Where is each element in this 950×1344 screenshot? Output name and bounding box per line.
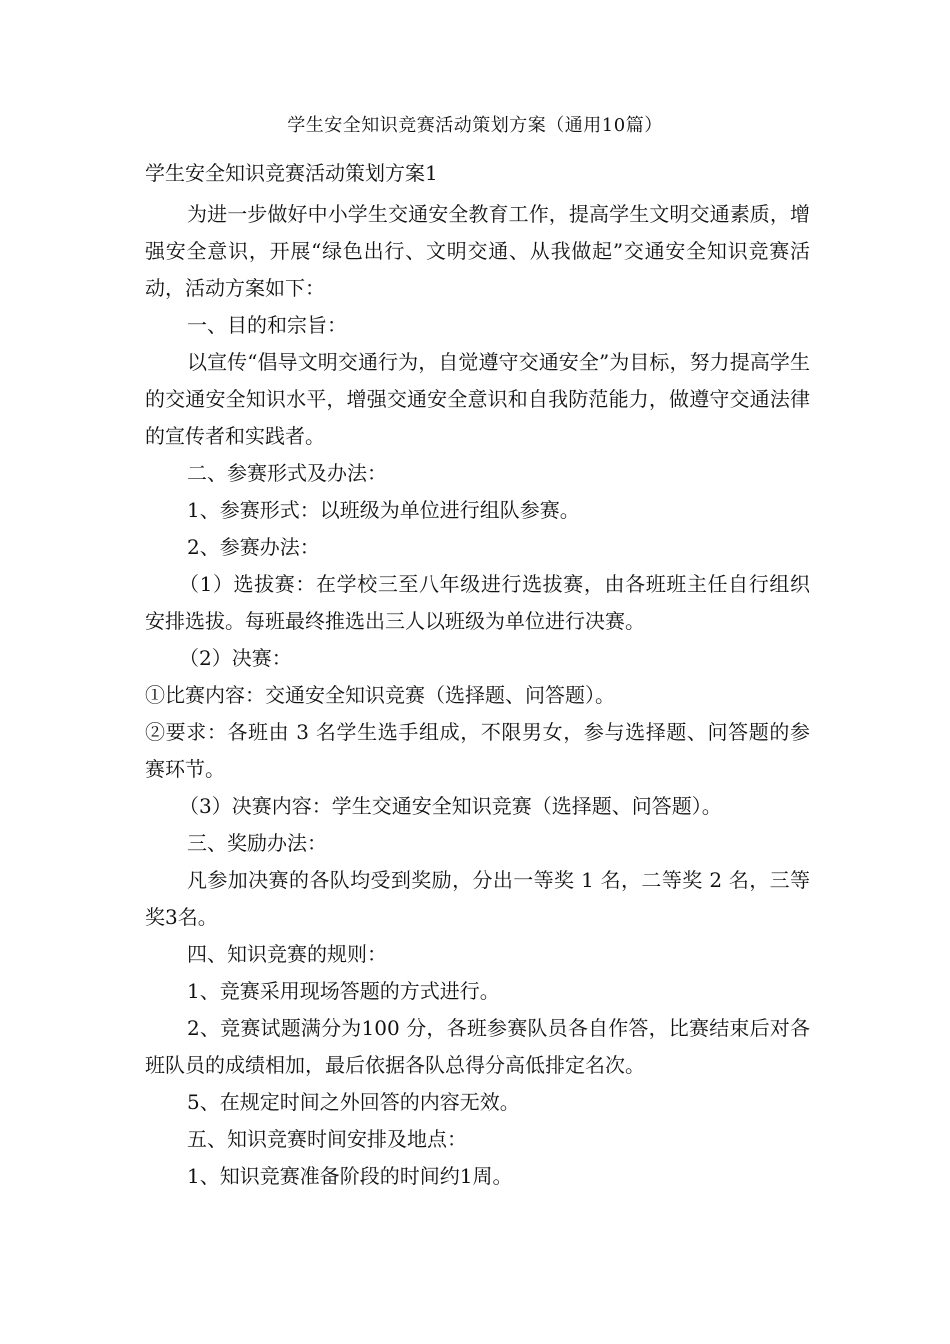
rule-item-2: 2、竞赛试题满分为100 分，各班参赛队员各自作答，比赛结束后对各班队员的成绩相加，最后依据各队总得分高低排定名次。 xyxy=(145,1016,810,1077)
purpose-paragraph: 以宣传“倡导文明交通行为，自觉遵守交通安全”为目标，努力提高学生的交通安全知识水平，增强交通安全意识和自我防范能力，做遵守交通法律的宣传者和实践者。 xyxy=(145,350,810,448)
final-requirements: ②要求：各班由 3 名学生选手组成，不限男女，参与选择题、问答题的参赛环节。 xyxy=(145,720,810,781)
schedule-item-1: 1、知识竞赛准备阶段的时间约1周。 xyxy=(187,1164,513,1188)
heading-schedule: 五、知识竞赛时间安排及地点： xyxy=(187,1127,467,1151)
intro-paragraph: 为进一步做好中小学生交通安全教育工作，提高学生文明交通素质，增强安全意识，开展“绿色出行、文明交通、从我做起”交通安全知识竞赛活动，活动方案如下： xyxy=(145,202,810,300)
heading-purpose: 一、目的和宗旨： xyxy=(187,313,347,337)
heading-rules: 四、知识竞赛的规则： xyxy=(187,942,387,966)
heading-awards: 三、奖励办法： xyxy=(187,831,327,855)
final-content: ①比赛内容：交通安全知识竞赛（选择题、问答题）。 xyxy=(145,683,615,707)
heading-format: 二、参赛形式及办法： xyxy=(187,461,387,485)
final-content-3: （3）决赛内容：学生交通安全知识竞赛（选择题、问答题）。 xyxy=(179,794,722,818)
format-item-2: 2、参赛办法： xyxy=(187,535,320,559)
document-body xyxy=(145,196,810,1195)
document-title: 学生安全知识竞赛活动策划方案（通用10篇） xyxy=(287,115,663,136)
awards-paragraph: 凡参加决赛的各队均受到奖励，分出一等奖 1 名，二等奖 2 名，三等奖3名。 xyxy=(145,868,810,929)
rule-item-1: 1、竞赛采用现场答题的方式进行。 xyxy=(187,979,500,1003)
final-round: （2）决赛： xyxy=(179,646,292,670)
section-title: 学生安全知识竞赛活动策划方案1 xyxy=(145,161,438,185)
rule-item-5: 5、在规定时间之外回答的内容无效。 xyxy=(187,1090,520,1114)
preliminary-round: （1）选拔赛：在学校三至八年级进行选拔赛，由各班班主任自行组织安排选拔。每班最终推选出三人以班级为单位进行决赛。 xyxy=(145,572,810,633)
format-item-1: 1、参赛形式：以班级为单位进行组队参赛。 xyxy=(187,498,580,522)
